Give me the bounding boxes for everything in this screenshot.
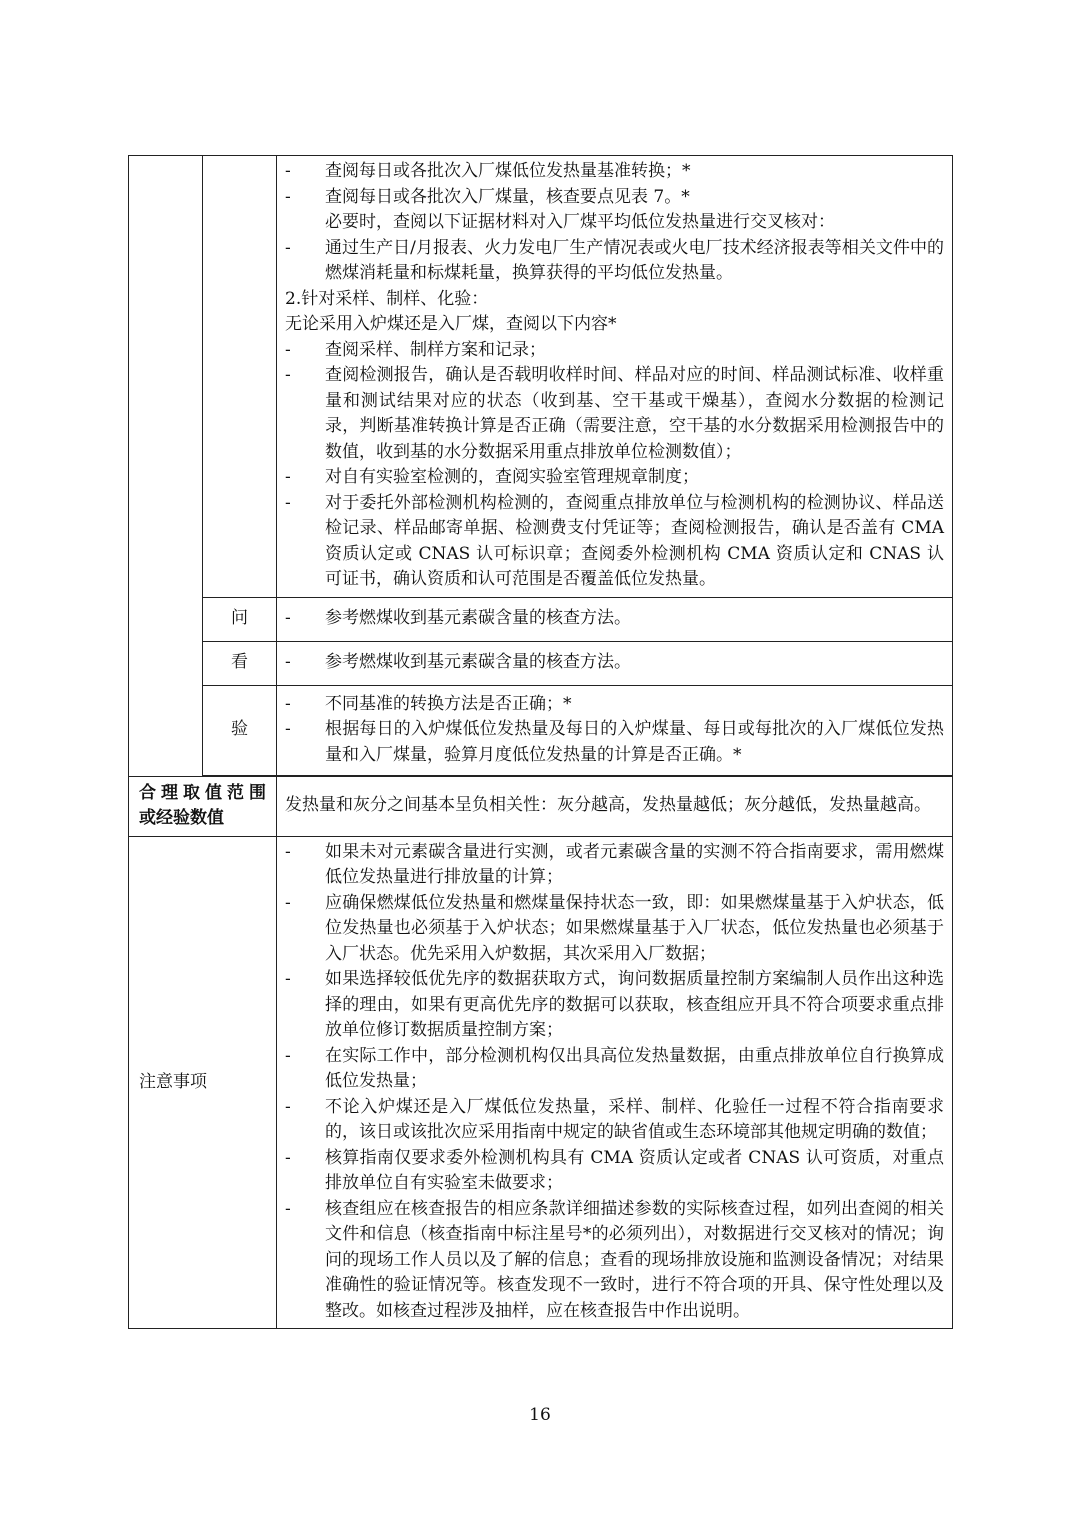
label-ask: 问 <box>203 597 277 641</box>
notes-paragraph: - 核算指南仅要求委外检测机构具有 CMA 资质认定或者 CNAS 认可资质，对重点排放单位自有实验室未做要求； <box>285 1146 944 1197</box>
page-number: 16 <box>529 1405 551 1425</box>
main-paragraph: 2.针对采样、制样、化验： <box>285 288 489 309</box>
row-look <box>129 641 953 685</box>
label-notes: 注意事项 <box>129 836 277 1329</box>
main-paragraph: - 查阅采样、制样方案和记录； <box>285 338 944 364</box>
verify-paragraph: - 不同基准的转换方法是否正确；* <box>285 692 944 718</box>
notes-paragraph: - 如果选择较低优先序的数据获取方式，询问数据质量控制方案编制人员作出这种选择的理由，如果有更高优先序的数据可以获取，核查组应开具不符合项要求重点排放单位修订数据质量控制方案； <box>285 967 944 1044</box>
range-paragraph: 发热量和灰分之间基本呈负相关性：灰分越高，发热量越低；灰分越低，发热量越高。 <box>285 795 931 816</box>
ask-content-cell <box>277 597 953 641</box>
notes-paragraph: - 如果未对元素碳含量进行实测，或者元素碳含量的实测不符合指南要求，需用燃煤低位发热量进行排放量的计算； <box>285 840 944 891</box>
label-look: 看 <box>203 641 277 685</box>
main-paragraph: - 通过生产日/月报表、火力发电厂生产情况表或火电厂技术经济报表等相关文件中的燃煤消耗量和标煤耗量，换算获得的平均低位发热量。 <box>285 236 944 287</box>
label-value-range <box>129 776 277 836</box>
range-content-list <box>285 793 944 819</box>
main-paragraph: - 查阅检测报告，确认是否载明收样时间、样品对应的时间、样品测试标准、收样重量和测试结果对应的状态（收到基、空干基或干燥基），查阅水分数据的检测记录，判断基准转换计算是否正确（需要注意，空干基的水分数据采用检测报告中的数值，收到基的水分数据采用重点排放单位检测数值）； <box>285 363 944 465</box>
row-verify <box>129 685 953 775</box>
look-content-list <box>285 650 944 676</box>
row-check-documents <box>129 156 953 598</box>
look-content-cell <box>277 641 953 685</box>
notes-content-cell <box>277 836 953 1329</box>
row-ask <box>129 597 953 641</box>
main-paragraph: - 查阅每日或各批次入厂煤量，核查要点见表 7。* <box>285 185 944 211</box>
notes-paragraph: - 在实际工作中，部分检测机构仅出具高位发热量数据，由重点排放单位自行换算成低位发热量； <box>285 1044 944 1095</box>
label-value-range-line2: 或经验数值 <box>139 808 224 828</box>
label-verify: 验 <box>203 685 277 775</box>
main-paragraph: - 对自有实验室检测的，查阅实验室管理规章制度； <box>285 465 944 491</box>
verification-table <box>128 155 953 1329</box>
verify-content-list <box>285 692 944 769</box>
main-content-cell <box>277 156 953 598</box>
row-value-range <box>129 776 953 836</box>
ask-paragraph: - 参考燃煤收到基元素碳含量的核查方法。 <box>285 606 944 632</box>
verify-content-cell <box>277 685 953 775</box>
main-paragraph: 无论采用入炉煤还是入厂煤，查阅以下内容* <box>285 314 617 334</box>
notes-content-list <box>285 840 944 1325</box>
notes-paragraph: - 应确保燃煤低位发热量和燃煤量保持状态一致，即：如果燃煤量基于入炉状态，低位发热量也必须基于入炉状态；如果燃煤量基于入厂状态，低位发热量也必须基于入厂状态。优先采用入炉数据，其次采用入厂数据； <box>285 891 944 968</box>
verify-paragraph: - 根据每日的入炉煤低位发热量及每日的入炉煤量、每日或每批次的入厂煤低位发热量和入厂煤量，验算月度低位发热量的计算是否正确。* <box>285 717 944 768</box>
main-paragraph: 必要时，查阅以下证据材料对入厂煤平均低位发热量进行交叉核对： <box>325 212 835 232</box>
label-value-range-line1: 合理取值范围 <box>139 782 266 803</box>
notes-paragraph: - 不论入炉煤还是入厂煤低位发热量，采样、制样、化验任一过程不符合指南要求的，该日或该批次应采用指南中规定的缺省值或生态环境部其他规定明确的数值； <box>285 1095 944 1146</box>
main-paragraph: - 查阅每日或各批次入厂煤低位发热量基准转换；* <box>285 159 944 185</box>
notes-paragraph: - 核查组应在核查报告的相应条款详细描述参数的实际核查过程，如列出查阅的相关文件和信息（核查指南中标注星号*的必须列出），对数据进行交叉核对的情况；询问的现场工作人员以及了解的信息；查看的现场排放设施和监测设备情况；对结果准确性的验证情况等。核查发现不一致时，进行不符合项的开具、保守性处理以及整改。如核查过程涉及抽样，应在核查报告中作出说明。 <box>285 1197 944 1325</box>
look-paragraph: - 参考燃煤收到基元素碳含量的核查方法。 <box>285 650 944 676</box>
ask-content-list <box>285 606 944 632</box>
main-content-list <box>285 159 944 593</box>
range-content-cell <box>277 776 953 836</box>
main-paragraph: - 对于委托外部检测机构检测的，查阅重点排放单位与检测机构的检测协议、样品送检记录、样品邮寄单据、检测费支付凭证等；查阅检测报告，确认是否盖有 CMA 资质认定或 CNAS 认可标识章；查阅委外检测机构 CMA 资质认定和 CNAS 认可证书，确认资质和认可范围是否覆盖低位发热量。 <box>285 491 944 593</box>
merged-label-cell <box>129 156 203 777</box>
row-notes <box>129 836 953 1329</box>
sub-label-cell-empty <box>203 156 277 598</box>
